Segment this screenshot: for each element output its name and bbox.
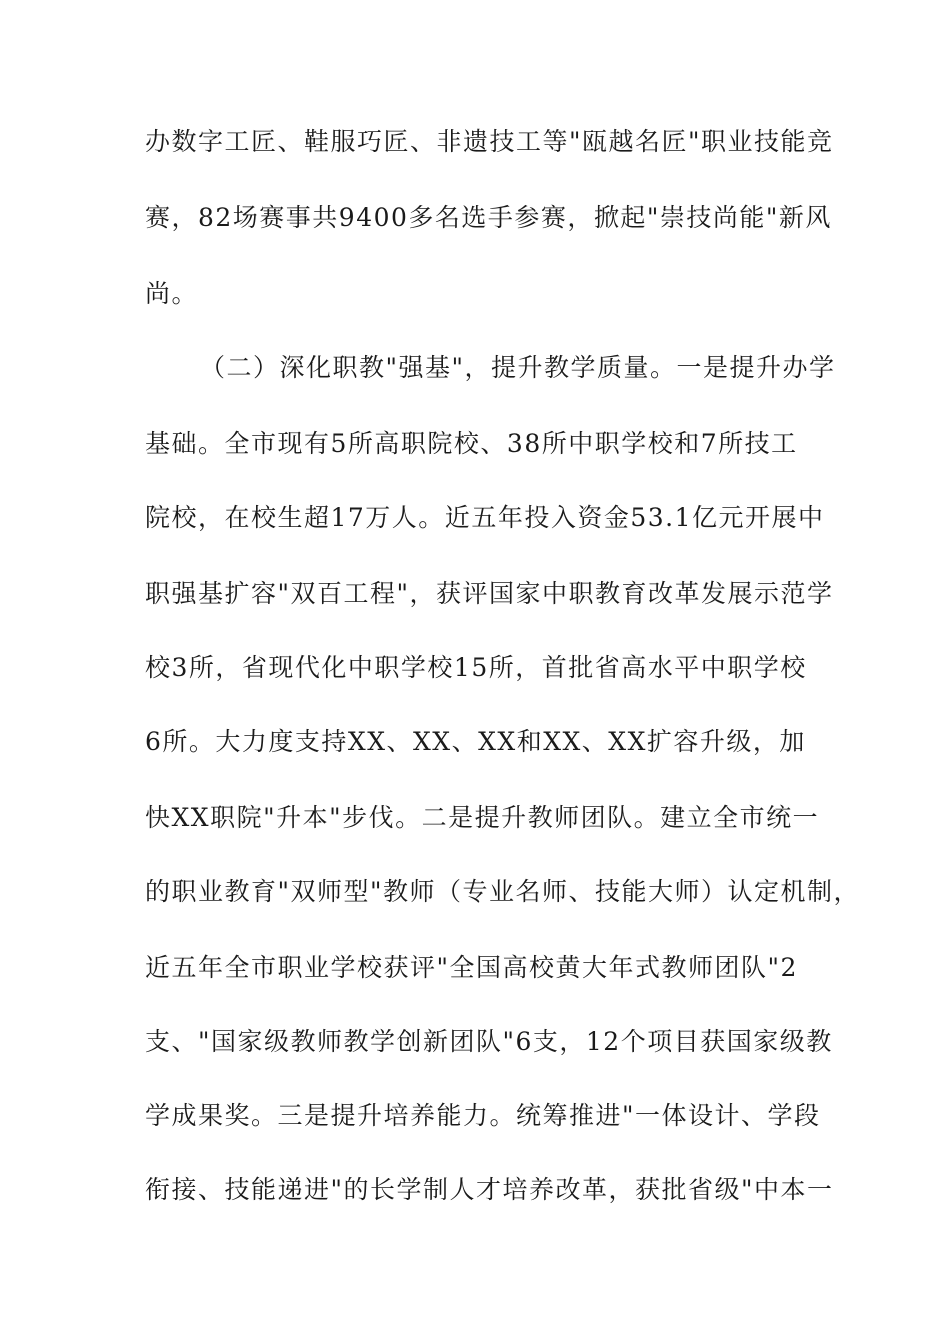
paragraph-line: 支、"国家级教师教学创新团队"6支，12个项目获国家级教 xyxy=(145,1027,833,1056)
paragraph-line: 赛，82场赛事共9400多名选手参赛，掀起"崇技尚能"新风 xyxy=(145,203,832,232)
paragraph-line: （二）深化职教"强基"，提升教学质量。一是提升办学 xyxy=(200,353,836,382)
paragraph-line: 院校，在校生超17万人。近五年投入资金53.1亿元开展中 xyxy=(145,503,825,532)
paragraph-line: 衔接、技能递进"的长学制人才培养改革，获批省级"中本一 xyxy=(145,1175,834,1204)
paragraph-line: 的职业教育"双师型"教师（专业名师、技能大师）认定机制， xyxy=(145,877,861,906)
paragraph-line: 快XX职院"升本"步伐。二是提升教师团队。建立全市统一 xyxy=(145,803,820,832)
paragraph-line: 尚。 xyxy=(145,279,199,308)
paragraph-line: 6所。大力度支持XX、XX、XX和XX、XX扩容升级，加 xyxy=(145,727,806,756)
paragraph-line: 基础。全市现有5所高职院校、38所中职学校和7所技工 xyxy=(145,429,798,458)
paragraph-line: 近五年全市职业学校获评"全国高校黄大年式教师团队"2 xyxy=(145,953,798,982)
paragraph-line: 学成果奖。三是提升培养能力。统筹推进"一体设计、学段 xyxy=(145,1101,821,1130)
paragraph-line: 办数字工匠、鞋服巧匠、非遗技工等"瓯越名匠"职业技能竞 xyxy=(145,127,834,156)
paragraph-line: 职强基扩容"双百工程"，获评国家中职教育改革发展示范学 xyxy=(145,579,834,608)
paragraph-line: 校3所，省现代化中职学校15所，首批省高水平中职学校 xyxy=(145,653,807,682)
